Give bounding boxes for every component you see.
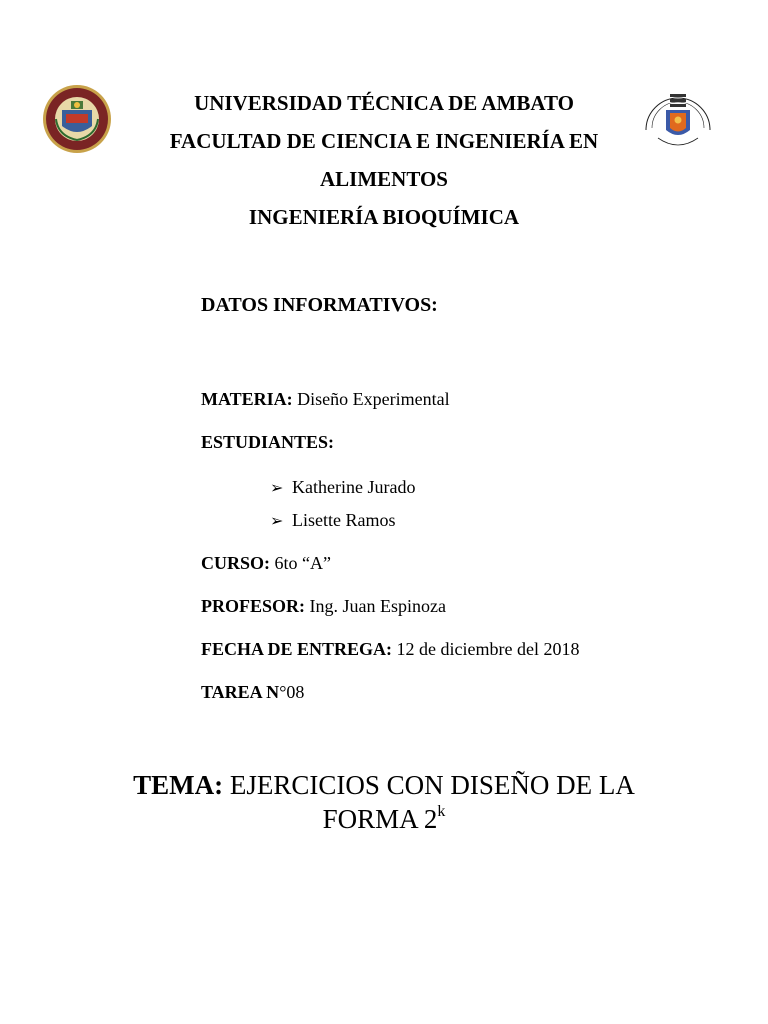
- section-title: DATOS INFORMATIVOS:: [201, 294, 438, 316]
- materia-value: Diseño Experimental: [292, 389, 450, 409]
- faculty-emblem-logo: [636, 82, 720, 154]
- materia-field: [201, 389, 450, 410]
- curso-field: [201, 553, 331, 574]
- materia-label: MATERIA:: [201, 389, 293, 409]
- institution-header: [120, 84, 648, 236]
- curso-label: CURSO:: [201, 553, 271, 573]
- faculty-name-line1: FACULTAD DE CIENCIA E INGENIERÍA EN: [169, 129, 599, 153]
- estudiantes-label: ESTUDIANTES:: [201, 432, 335, 452]
- tema-superscript: k: [437, 803, 446, 820]
- curso-value: 6to “A”: [270, 553, 331, 573]
- career-name: INGENIERÍA BIOQUÍMICA: [248, 205, 520, 229]
- faculty-name-line2: ALIMENTOS: [320, 167, 448, 191]
- tema-label: TEMA:: [133, 770, 224, 800]
- fecha-field: [201, 639, 579, 660]
- arrow-bullet-icon: ➢: [270, 513, 284, 530]
- tarea-field: [201, 682, 304, 703]
- tema-line1: [90, 768, 678, 802]
- tema-title: [90, 768, 678, 836]
- arrow-bullet-icon: ➢: [270, 480, 284, 497]
- tema-line2: [90, 802, 678, 836]
- tema-text-line2: FORMA 2: [322, 804, 438, 834]
- student-item: [270, 477, 415, 498]
- university-name: UNIVERSIDAD TÉCNICA DE AMBATO: [194, 91, 574, 115]
- student-item: [270, 510, 395, 531]
- tarea-label: TAREA N: [201, 682, 280, 702]
- profesor-value: Ing. Juan Espinoza: [305, 596, 446, 616]
- student-name: Lisette Ramos: [292, 510, 396, 530]
- fecha-value: 12 de diciembre del 2018: [392, 639, 580, 659]
- profesor-label: PROFESOR:: [201, 596, 306, 616]
- estudiantes-field: [201, 432, 334, 453]
- fecha-label: FECHA DE ENTREGA:: [201, 639, 393, 659]
- profesor-field: [201, 596, 446, 617]
- tarea-value: °08: [279, 682, 305, 702]
- student-name: Katherine Jurado: [292, 477, 416, 497]
- tema-text-line1: EJERCICIOS CON DISEÑO DE LA: [223, 770, 635, 800]
- university-seal-logo: [42, 84, 112, 154]
